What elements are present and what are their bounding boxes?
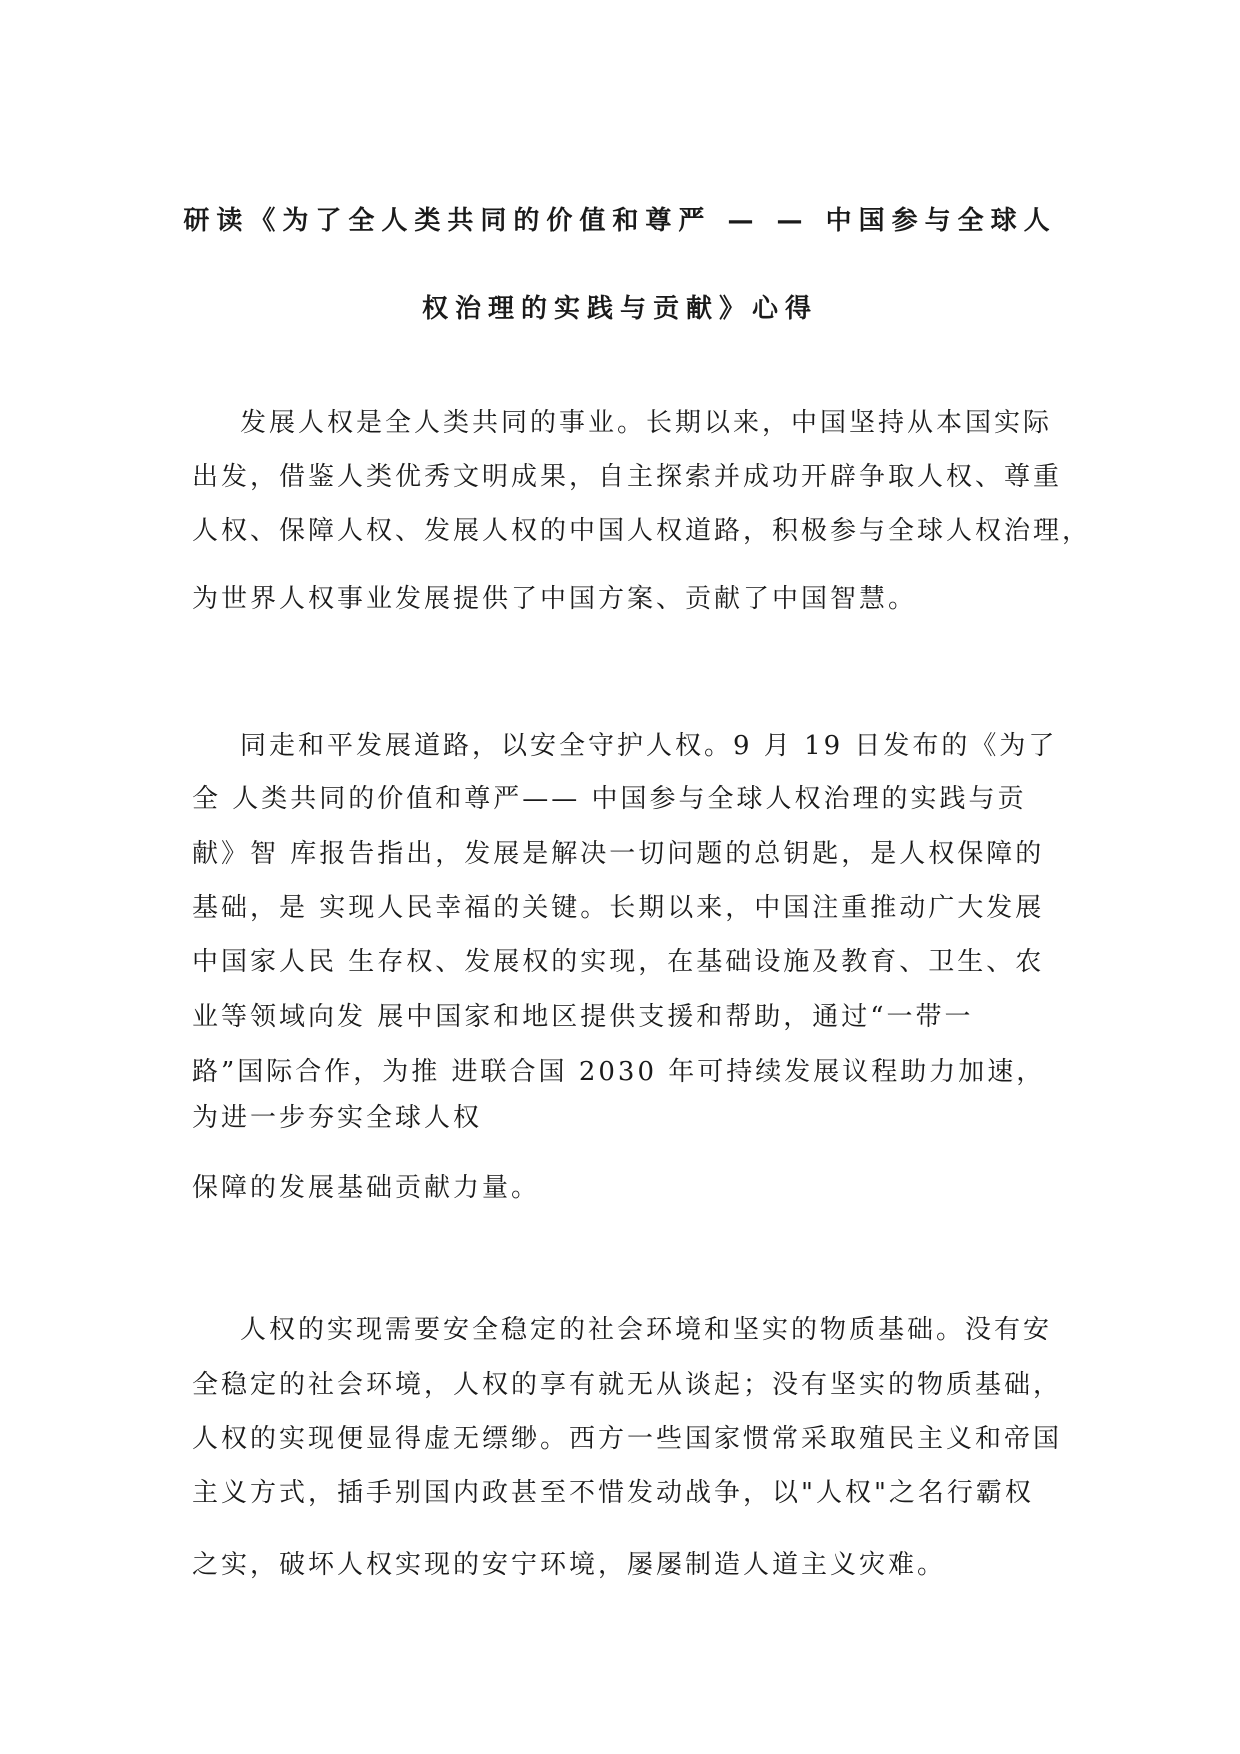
paragraph-1-line-1: 发展人权是全人类共同的事业。长期以来，中国坚持从本国实际 [240,408,1053,438]
paragraph-3-line-3: 人权的实现便显得虚无缥缈。西方一些国家惯常采取殖民主义和帝国 [192,1424,1063,1454]
paragraph-2-line-6: 业等领域向发 展中国家和地区提供支援和帮助，通过“一带一 [192,1002,974,1032]
paragraph-1-line-2: 出发，借鉴人类优秀文明成果，自主探索并成功开辟争取人权、尊重 [192,462,1063,492]
paragraph-1-line-3: 人权、保障人权、发展人权的中国人权道路，积极参与全球人权治理， [192,516,1092,546]
paragraph-3-line-1: 人权的实现需要安全稳定的社会环境和坚实的物质基础。没有安 [240,1315,1053,1345]
paragraph-1-line-4: 为世界人权事业发展提供了中国方案、贡献了中国智慧。 [192,584,918,614]
paragraph-3-line-5: 之实，破坏人权实现的安宁环境，屡屡制造人道主义灾难。 [192,1550,947,1580]
paragraph-2-line-7: 路”国际合作，为推 进联合国 2030 年可持续发展议程助力加速， [192,1057,1046,1087]
document-title-line-1: 研读《为了全人类共同的价值和尊严 — — 中国参与全球人 [183,206,1057,236]
paragraph-2-line-5: 中国家人民 生存权、发展权的实现，在基础设施及教育、卫生、农 [192,947,1045,977]
paragraph-2-line-3: 献》智 库报告指出，发展是解决一切问题的总钥匙，是人权保障的 [192,839,1045,869]
paragraph-2-line-4: 基础，是 实现人民幸福的关键。长期以来，中国注重推动广大发展 [192,893,1045,923]
paragraph-2-line-2: 全 人类共同的价值和尊严—— 中国参与全球人权治理的实践与贡 [192,784,1027,814]
paragraph-2-line-1: 同走和平发展道路，以安全守护人权。9 月 19 日发布的《为了 [240,731,1058,761]
paragraph-2-line-8: 为进一步夯实全球人权 [192,1103,483,1133]
document-title-line-2: 权治理的实践与贡献》心得 [421,294,818,324]
paragraph-2-line-9: 保障的发展基础贡献力量。 [192,1173,541,1203]
paragraph-3-line-2: 全稳定的社会环境，人权的享有就无从谈起；没有坚实的物质基础， [192,1370,1063,1400]
paragraph-3-line-4: 主义方式，插手别国内政甚至不惜发动战争，以"人权"之名行霸权 [192,1478,1034,1508]
